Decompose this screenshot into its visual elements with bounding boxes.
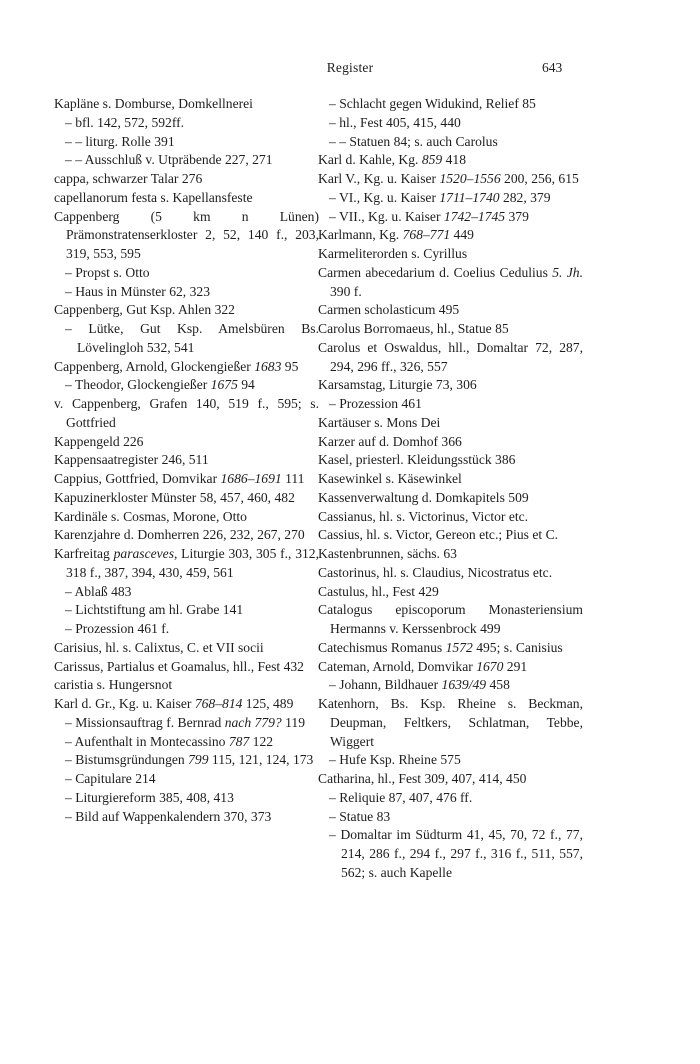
index-entry: Karenzjahre d. Domherren 226, 232, 267, 270 (54, 527, 305, 543)
index-entry: – bfl. 142, 572, 592ff. (65, 114, 185, 130)
index-entry: Cappenberg, Arnold, Glockengießer 1683 95 (54, 358, 299, 374)
index-entry: – Haus in Münster 62, 323 (65, 283, 210, 299)
index-entry: v. Cappenberg, Grafen 140, 519 f., 595; s. Gottfried (54, 396, 319, 430)
index-entry: – Propst s. Otto (65, 264, 150, 280)
index-entry: Kardinäle s. Cosmas, Morone, Otto (54, 508, 247, 524)
index-entry: Karfreitag parasceves, Liturgie 303, 305 f., 312, 318 f., 387, 394, 430, 459, 561 (54, 546, 319, 580)
index-entry: – Lütke, Gut Ksp. Amelsbüren Bs. Lövelingloh 532, 541 (65, 321, 319, 355)
index-entry: – Missionsauftrag f. Bernrad nach 779? 119 (65, 714, 306, 730)
index-entry: – Prozession 461 (329, 396, 422, 411)
index-entry: Catharina, hl., Fest 309, 407, 414, 450 (318, 771, 527, 786)
index-entry: – – Statuen 84; s. auch Carolus (329, 133, 498, 149)
index-entry: Karmeliterorden s. Cyrillus (318, 246, 468, 261)
index-column-right (318, 95, 583, 883)
index-entry: – – Ausschluß v. Utpräbende 227, 271 (65, 152, 273, 168)
index-entry: – Lichtstiftung am hl. Grabe 141 (65, 602, 244, 618)
index-entry: Carissus, Partialus et Goamalus, hll., Fest 432 (54, 658, 304, 674)
index-entry: – Ablaß 483 (65, 583, 132, 599)
index-entry: – – liturg. Rolle 391 (65, 133, 175, 149)
index-entry: cappa, schwarzer Talar 276 (54, 171, 203, 186)
index-entry: Kassenverwaltung d. Domkapitels 509 (318, 489, 529, 505)
index-entry: – Reliquie 87, 407, 476 ff. (329, 789, 473, 805)
index-entry: – Capitulare 214 (65, 771, 156, 786)
index-entry: – Prozession 461 f. (65, 621, 170, 636)
index-entry: Carmen scholasticum 495 (318, 302, 460, 318)
index-entry: Karl d. Kahle, Kg. 859 418 (318, 152, 466, 168)
index-entry: Karsamstag, Liturgie 73, 306 (318, 377, 477, 393)
index-entry: – Hufe Ksp. Rheine 575 (329, 752, 461, 768)
index-entry: Cassius, hl. s. Victor, Gereon etc.; Pius et C. (318, 527, 559, 543)
index-entry: – Domaltar im Südturm 41, 45, 70, 72 f., 77, 214, 286 f., 294 f., 297 f., 316 f., 511, 557, 562; s. auch Kapelle (329, 827, 583, 880)
index-entry: caristia s. Hungersnot (54, 677, 173, 693)
index-entry: Catechismus Romanus 1572 495; s. Canisius (318, 639, 563, 655)
index-entry: Kastenbrunnen, sächs. 63 (318, 546, 457, 561)
index-entry: – Aufenthalt in Montecassino 787 122 (65, 733, 274, 749)
index-entry: – Statue 83 (329, 808, 391, 824)
index-entry: Kasel, priesterl. Kleidungsstück 386 (318, 452, 516, 468)
index-entry: Cateman, Arnold, Domvikar 1670 291 (318, 658, 528, 674)
index-entry: Castorinus, hl. s. Claudius, Nicostratus etc. (318, 564, 553, 580)
index-entry: Katenhorn, Bs. Ksp. Rheine s. Beckman, Deupman, Feltkers, Schlatman, Tebbe, Wiggert (318, 696, 583, 749)
index-entry: Carmen abecedarium d. Coelius Cedulius 5. Jh. 390 f. (318, 264, 583, 299)
index-entry: Cappenberg, Gut Ksp. Ahlen 322 (54, 302, 235, 318)
index-entry: – hl., Fest 405, 415, 440 (329, 114, 461, 130)
index-entry: Karl V., Kg. u. Kaiser 1520–1556 200, 256, 615 (318, 171, 579, 186)
index-entry: Castulus, hl., Fest 429 (318, 583, 439, 599)
index-entry: – Theodor, Glockengießer 1675 94 (65, 377, 255, 393)
index-entry: Cappius, Gottfried, Domvikar 1686–1691 111 (54, 471, 305, 486)
index-entry: Karl d. Gr., Kg. u. Kaiser 768–814 125, 489 (54, 696, 294, 711)
index-entry: – VII., Kg. u. Kaiser 1742–1745 379 (329, 208, 529, 224)
page-header (0, 60, 700, 80)
index-entry: Carolus Borromaeus, hl., Statue 85 (318, 321, 509, 336)
index-entry: Catalogus episcoporum Monasteriensium Hermanns v. Kerssenbrock 499 (318, 602, 583, 636)
page-number: 643 (542, 60, 563, 75)
index-entry: Kappengeld 226 (54, 433, 144, 449)
index-entry: Kasewinkel s. Käsewinkel (318, 471, 462, 486)
index-entry: – VI., Kg. u. Kaiser 1711–1740 282, 379 (329, 189, 551, 205)
index-entry: – Liturgiereform 385, 408, 413 (65, 789, 234, 805)
index-entry: capellanorum festa s. Kapellansfeste (54, 189, 253, 205)
index-entry: Carolus et Oswaldus, hll., Domaltar 72, 287, 294, 296 ff., 326, 557 (318, 339, 583, 374)
index-entry: Kapläne s. Domburse, Domkellnerei (54, 96, 253, 111)
running-head: Register (326, 60, 374, 75)
index-entry: Carisius, hl. s. Calixtus, C. et VII socii (54, 639, 264, 655)
index-entry: – Schlacht gegen Widukind, Relief 85 (329, 96, 536, 111)
index-entry: Karlmann, Kg. 768–771 449 (318, 227, 474, 243)
index-entry: – Johann, Bildhauer 1639/49 458 (329, 677, 510, 693)
index-entry: Cappenberg (5 km n Lünen) Prämonstratenserkloster 2, 52, 140 f., 203, 319, 553, 595 (54, 208, 319, 261)
index-entry: Kapuzinerkloster Münster 58, 457, 460, 482 (54, 489, 295, 505)
index-column-left (54, 95, 319, 826)
index-entry: Kartäuser s. Mons Dei (318, 414, 441, 430)
index-entry: Karzer auf d. Domhof 366 (318, 433, 462, 449)
index-entry: – Bistumsgründungen 799 115, 121, 124, 173 (65, 752, 314, 768)
index-entry: Cassianus, hl. s. Victorinus, Victor etc. (318, 508, 529, 524)
index-entry: – Bild auf Wappenkalendern 370, 373 (65, 808, 272, 824)
index-entry: Kappensaatregister 246, 511 (54, 452, 209, 468)
